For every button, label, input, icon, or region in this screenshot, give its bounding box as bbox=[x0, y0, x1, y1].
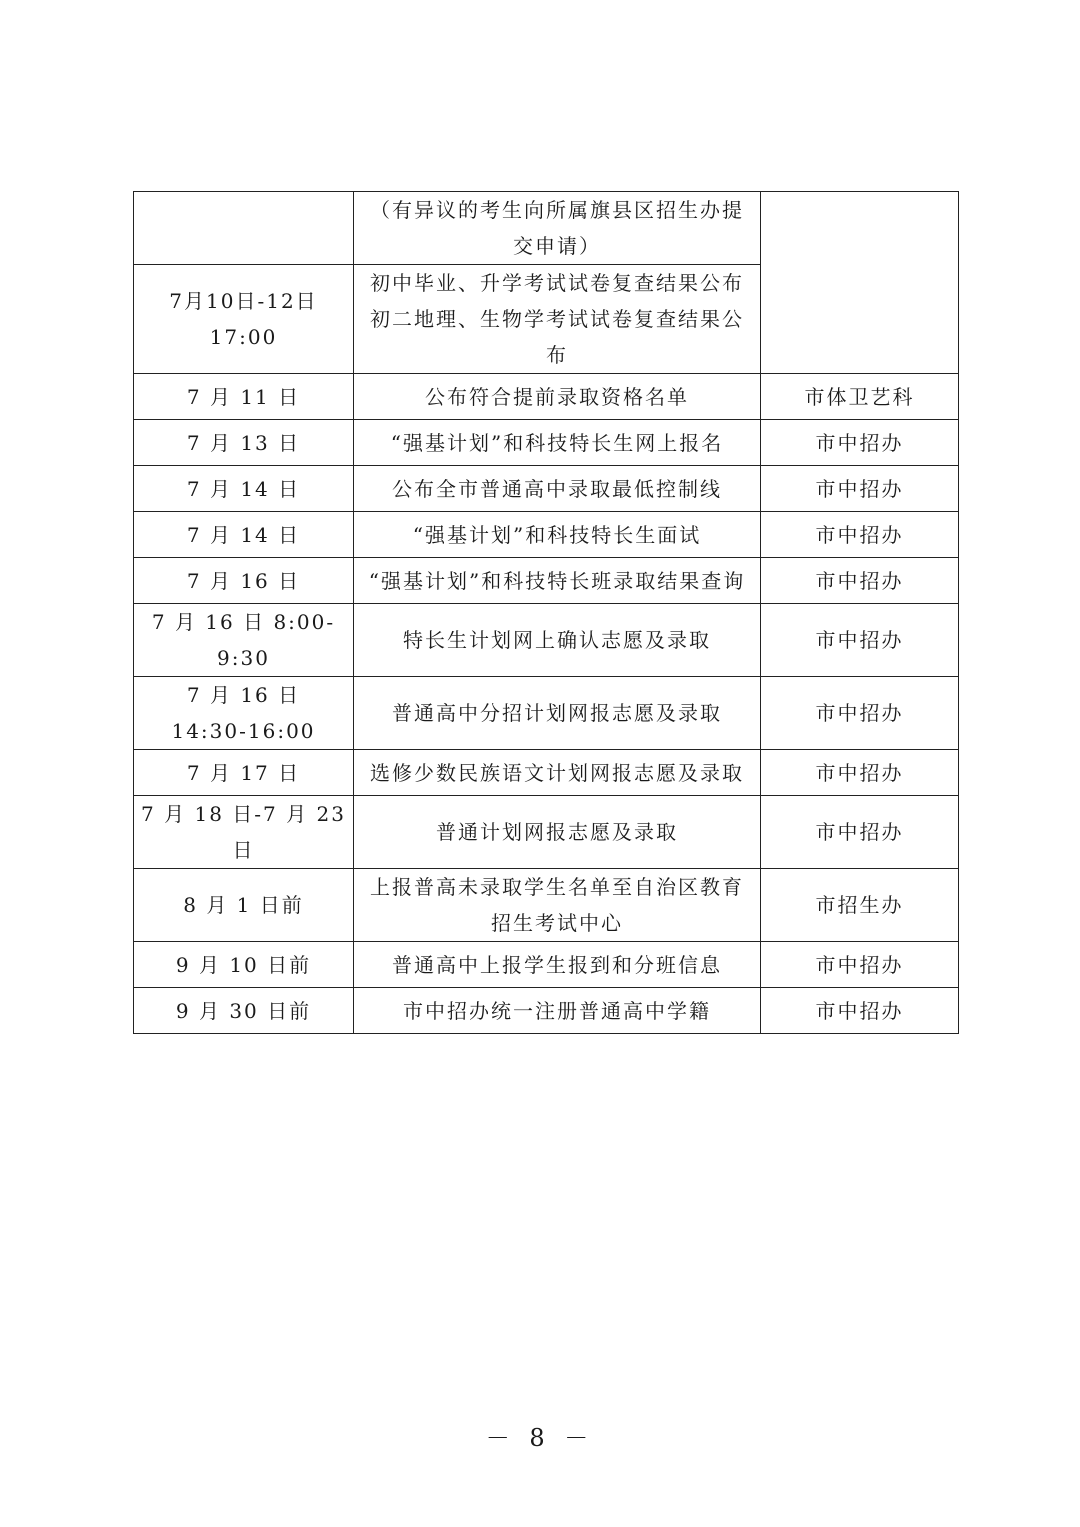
task-cell: 普通高中上报学生报到和分班信息 bbox=[354, 942, 761, 988]
task-cell: 上报普高未录取学生名单至自治区教育 招生考试中心 bbox=[354, 869, 761, 942]
date-cell: 7 月 14 日 bbox=[134, 466, 354, 512]
page-number: － 8 － bbox=[485, 1424, 595, 1452]
table-row bbox=[134, 604, 959, 677]
date-cell: 8 月 1 日前 bbox=[134, 869, 354, 942]
date-cell bbox=[134, 192, 354, 265]
table-row bbox=[134, 512, 959, 558]
table-row bbox=[134, 374, 959, 420]
task-cell: 初中毕业、升学考试试卷复查结果公布 初二地理、生物学考试试卷复查结果公布 bbox=[354, 265, 761, 374]
task-cell: 普通计划网报志愿及录取 bbox=[354, 796, 761, 869]
date-cell: 7 月 13 日 bbox=[134, 420, 354, 466]
department-cell: 市中招办 bbox=[761, 512, 959, 558]
date-cell: 7 月 16 日 14:30-16:00 bbox=[134, 677, 354, 750]
table-row bbox=[134, 942, 959, 988]
department-cell: 市体卫艺科 bbox=[761, 374, 959, 420]
department-cell: 市中招办 bbox=[761, 988, 959, 1034]
task-cell: “强基计划”和科技特长班录取结果查询 bbox=[354, 558, 761, 604]
department-cell: 市中招办 bbox=[761, 604, 959, 677]
table-row bbox=[134, 466, 959, 512]
date-cell: 7月10日-12日17:00 bbox=[134, 265, 354, 374]
date-cell: 7 月 17 日 bbox=[134, 750, 354, 796]
date-cell: 7 月 14 日 bbox=[134, 512, 354, 558]
department-cell: 市中招办 bbox=[761, 796, 959, 869]
department-cell bbox=[761, 192, 959, 374]
date-cell: 7 月 11 日 bbox=[134, 374, 354, 420]
task-cell: 选修少数民族语文计划网报志愿及录取 bbox=[354, 750, 761, 796]
date-cell: 9 月 30 日前 bbox=[134, 988, 354, 1034]
table-row bbox=[134, 192, 959, 265]
table-row bbox=[134, 869, 959, 942]
date-cell: 7 月 16 日 bbox=[134, 558, 354, 604]
department-cell: 市中招办 bbox=[761, 750, 959, 796]
department-cell: 市中招办 bbox=[761, 466, 959, 512]
schedule-table bbox=[133, 191, 959, 1034]
date-cell: 9 月 10 日前 bbox=[134, 942, 354, 988]
table-row bbox=[134, 558, 959, 604]
task-cell: （有异议的考生向所属旗县区招生办提 交申请） bbox=[354, 192, 761, 265]
task-cell: 特长生计划网上确认志愿及录取 bbox=[354, 604, 761, 677]
department-cell: 市中招办 bbox=[761, 420, 959, 466]
table-row bbox=[134, 420, 959, 466]
task-cell: 公布符合提前录取资格名单 bbox=[354, 374, 761, 420]
date-cell: 7 月 16 日 8:00-9:30 bbox=[134, 604, 354, 677]
department-cell: 市中招办 bbox=[761, 942, 959, 988]
table-row bbox=[134, 750, 959, 796]
task-cell: “强基计划”和科技特长生面试 bbox=[354, 512, 761, 558]
task-cell: 市中招办统一注册普通高中学籍 bbox=[354, 988, 761, 1034]
task-cell: 公布全市普通高中录取最低控制线 bbox=[354, 466, 761, 512]
task-cell: “强基计划”和科技特长生网上报名 bbox=[354, 420, 761, 466]
department-cell: 市中招办 bbox=[761, 558, 959, 604]
date-cell: 7 月 18 日-7 月 23 日 bbox=[134, 796, 354, 869]
table-row bbox=[134, 988, 959, 1034]
task-cell: 普通高中分招计划网报志愿及录取 bbox=[354, 677, 761, 750]
department-cell: 市招生办 bbox=[761, 869, 959, 942]
table-row bbox=[134, 796, 959, 869]
department-cell: 市中招办 bbox=[761, 677, 959, 750]
table-row bbox=[134, 677, 959, 750]
